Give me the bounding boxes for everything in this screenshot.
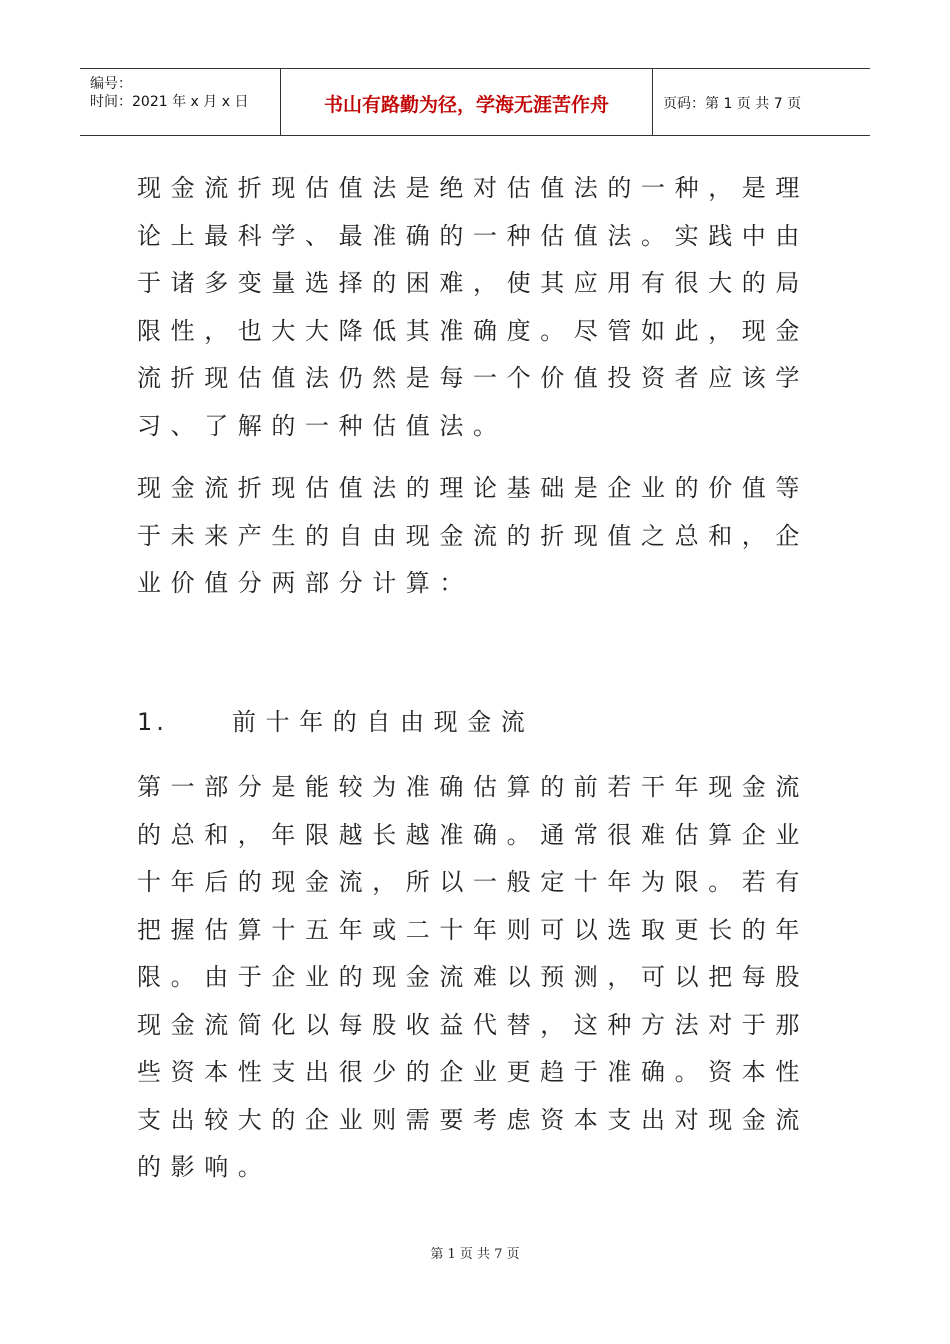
section-number: 1. <box>137 707 168 736</box>
page-footer: 第 1 页 共 7 页 <box>430 1247 520 1262</box>
document-body <box>137 165 809 1192</box>
document-number-label: 编号： <box>90 76 132 92</box>
header-motto: 书山有路勤为径，学海无涯苦作舟 <box>323 94 609 116</box>
header-page-number: 页码：第 1 页 共 7 页 <box>663 96 802 112</box>
section-heading <box>137 699 809 747</box>
body-paragraph: 现金流折现估值法的理论基础是企业的价值等于未来产生的自由现金流的折现值之总和，企业价值分两部分计算： <box>137 474 809 597</box>
section-title: 前十年的自由现金流 <box>232 707 535 736</box>
document-date-label: 时间：2021 年 x 月 x 日 <box>90 94 249 110</box>
section-paragraph: 第一部分是能较为准确估算的前若干年现金流的总和，年限越长越准确。通常很难估算企业十年后的现金流，所以一般定十年为限。若有把握估算十五年或二十年则可以选取更长的年限。由于企业的现金流难以预测，可以把每股现金流简化以每股收益代替，这种方法对于那些资本性支出很少的企业更趋于准确。资本性支出较大的企业则需要考虑资本支出对现金流的影响。 <box>137 773 809 1181</box>
header-page-cell <box>653 69 870 135</box>
page-header <box>80 68 870 136</box>
header-info-cell <box>80 69 281 135</box>
body-paragraph: 现金流折现估值法是绝对估值法的一种，是理论上最科学、最准确的一种估值法。实践中由于诸多变量选择的困难，使其应用有很大的局限性，也大大降低其准确度。尽管如此，现金流折现估值法仍然是每一个价值投资者应该学习、了解的一种估值法。 <box>137 174 809 440</box>
header-motto-cell <box>281 69 653 135</box>
